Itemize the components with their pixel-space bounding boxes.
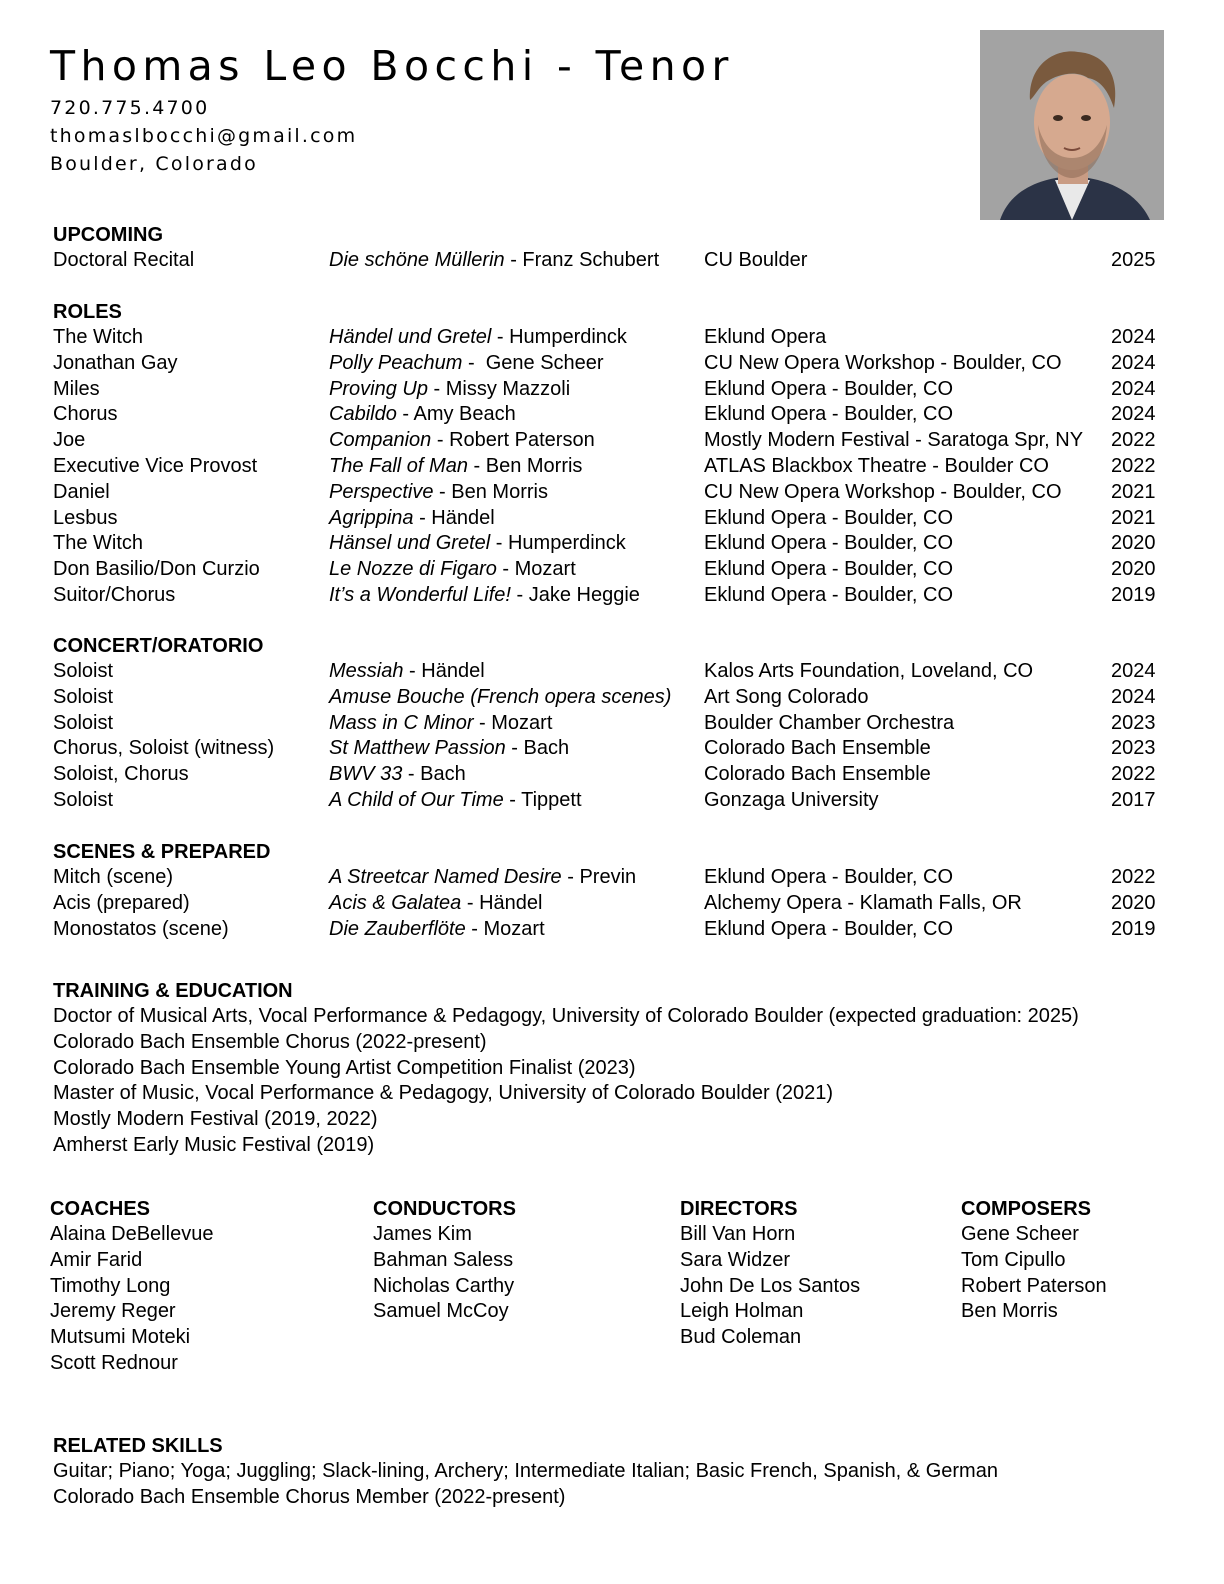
role-name: Mitch (scene)	[53, 866, 174, 888]
year: 2025	[1111, 249, 1156, 271]
work-title: It’s a Wonderful Life!	[329, 583, 511, 606]
venue: Eklund Opera	[704, 326, 827, 348]
composer-credit: - Missy Mazzoli	[427, 377, 571, 400]
composer-credit: - Previn	[561, 866, 637, 888]
year: 2023	[1111, 737, 1156, 760]
coach-name: Timothy Long	[50, 1274, 171, 1297]
year: 2020	[1111, 891, 1156, 914]
location: Boulder, Colorado	[50, 153, 258, 175]
work-title: A Streetcar Named Desire	[329, 866, 562, 888]
phone-number: 720.775.4700	[50, 97, 210, 119]
scenes-row	[53, 865, 1173, 891]
work-title: Proving Up	[329, 377, 428, 400]
concert-row	[53, 685, 1173, 711]
director-name: Bill Van Horn	[680, 1223, 796, 1245]
year: 2024	[1111, 377, 1156, 400]
role-name: Soloist, Chorus	[53, 763, 189, 786]
role-name: Daniel	[53, 480, 110, 503]
roles-row	[53, 351, 1173, 377]
section-heading-skills: RELATED SKILLS	[53, 1435, 223, 1457]
role-name: Joe	[53, 429, 86, 452]
work	[329, 711, 552, 737]
work-title: A Child of Our Time	[329, 788, 504, 811]
work-title: Acis & Galatea	[329, 891, 462, 914]
training-section	[53, 978, 1173, 1159]
headshot-illustration	[980, 30, 1164, 220]
work	[329, 531, 626, 557]
training-item: Amherst Early Music Festival (2019)	[53, 1133, 375, 1156]
year: 2024	[1111, 351, 1156, 374]
concert-row	[53, 736, 1173, 762]
section-heading-training: TRAINING & EDUCATION	[53, 980, 293, 1002]
skills-item: Guitar; Piano; Yoga; Juggling; Slack-lining, Archery; Intermediate Italian; Basic French, Spanish, & German	[53, 1460, 998, 1482]
skills-item: Colorado Bach Ensemble Chorus Member (2022-present)	[53, 1485, 566, 1508]
section-heading-conductors: CONDUCTORS	[373, 1198, 516, 1220]
roles-rows	[53, 325, 1173, 609]
venue: Eklund Opera - Boulder, CO	[704, 532, 954, 555]
work	[329, 402, 516, 428]
composers-column	[961, 1196, 1107, 1325]
venue: Eklund Opera - Boulder, CO	[704, 583, 954, 606]
roles-row	[53, 377, 1173, 403]
concert-section	[53, 633, 1173, 814]
skills-section	[53, 1433, 1173, 1511]
roles-row	[53, 531, 1173, 557]
composer-credit: - Mozart	[473, 711, 553, 734]
year: 2019	[1111, 917, 1156, 940]
year: 2023	[1111, 711, 1156, 734]
venue: CU New Opera Workshop - Boulder, CO	[704, 351, 1062, 374]
work-title: Amuse Bouche (French opera scenes)	[329, 685, 672, 708]
venue: Alchemy Opera - Klamath Falls, OR	[704, 891, 1022, 914]
performer-name: Thomas Leo Bocchi - Tenor	[50, 42, 734, 90]
composer-name: Ben Morris	[961, 1300, 1058, 1323]
work-title: Händel und Gretel	[329, 326, 492, 348]
composer-credit: - Mozart	[465, 917, 545, 940]
work	[329, 865, 636, 891]
composer-name: Gene Scheer	[961, 1223, 1079, 1245]
work-title: Agrippina	[329, 506, 414, 529]
coach-name: Jeremy Reger	[50, 1300, 176, 1323]
roles-row	[53, 325, 1173, 351]
composer-credit: - Bach	[505, 737, 570, 760]
conductors-column	[373, 1196, 516, 1325]
role-name: Monostatos (scene)	[53, 917, 229, 940]
scenes-row	[53, 917, 1173, 943]
composer-credit: - Mozart	[496, 558, 576, 581]
role-name: Don Basilio/Don Curzio	[53, 558, 260, 581]
coach-name: Scott Rednour	[50, 1351, 178, 1374]
work	[329, 377, 570, 403]
work	[329, 917, 545, 943]
composer-credit: - Humperdinck	[491, 326, 627, 348]
venue: Eklund Opera - Boulder, CO	[704, 403, 954, 426]
coaches-column	[50, 1196, 213, 1377]
director-name: John De Los Santos	[680, 1274, 861, 1297]
contact-block	[50, 94, 357, 178]
venue: Eklund Opera - Boulder, CO	[704, 377, 954, 400]
coach-name: Alaina DeBellevue	[50, 1223, 214, 1245]
work	[329, 480, 548, 506]
conductor-name: James Kim	[373, 1223, 472, 1245]
composer-credit: - Amy Beach	[396, 403, 516, 426]
year: 2021	[1111, 480, 1156, 503]
composer-name: Tom Cipullo	[961, 1248, 1066, 1271]
role-name: Executive Vice Provost	[53, 454, 258, 477]
work	[329, 736, 569, 762]
role-name: Miles	[53, 377, 100, 400]
venue: Gonzaga University	[704, 788, 879, 811]
role-name: Soloist	[53, 788, 114, 811]
work	[329, 325, 627, 351]
concert-row	[53, 711, 1173, 737]
composer-credit: - Ben Morris	[433, 480, 548, 503]
work-title: Companion	[329, 429, 432, 452]
section-heading-upcoming: UPCOMING	[53, 224, 163, 246]
coach-name: Amir Farid	[50, 1248, 143, 1271]
upcoming-row	[53, 248, 1173, 274]
year: 2024	[1111, 403, 1156, 426]
work-title: BWV 33	[329, 763, 403, 786]
role-name: Chorus, Soloist (witness)	[53, 737, 275, 760]
year: 2022	[1111, 454, 1156, 477]
work-title: The Fall of Man	[329, 454, 468, 477]
director-name: Leigh Holman	[680, 1300, 804, 1323]
section-heading-roles: ROLES	[53, 301, 122, 323]
composer-credit: - Robert Paterson	[431, 429, 595, 452]
directors-column	[680, 1196, 860, 1351]
composer-credit: - Franz Schubert	[504, 249, 660, 271]
composer-credit: - Humperdinck	[490, 532, 626, 555]
scenes-section	[53, 839, 1173, 942]
role-name: Suitor/Chorus	[53, 583, 176, 606]
work-title: Perspective	[329, 480, 434, 503]
composer-credit: - Händel	[461, 891, 543, 914]
concert-row	[53, 762, 1173, 788]
work	[329, 762, 466, 788]
role-name: The Witch	[53, 532, 144, 555]
year: 2020	[1111, 558, 1156, 581]
concert-row	[53, 659, 1173, 685]
work	[329, 351, 604, 377]
role-name: Lesbus	[53, 506, 118, 529]
venue: Eklund Opera - Boulder, CO	[704, 866, 954, 888]
headshot-photo	[980, 30, 1164, 220]
role-name: Acis (prepared)	[53, 891, 190, 914]
composer-credit: - Händel	[403, 660, 485, 682]
year: 2019	[1111, 583, 1156, 606]
coach-name: Mutsumi Moteki	[50, 1326, 191, 1349]
venue: ATLAS Blackbox Theatre - Boulder CO	[704, 454, 1049, 477]
concert-row	[53, 788, 1173, 814]
venue: Eklund Opera - Boulder, CO	[704, 558, 954, 581]
training-item: Colorado Bach Ensemble Young Artist Competition Finalist (2023)	[53, 1056, 636, 1079]
work-title: Cabildo	[329, 403, 397, 426]
year: 2022	[1111, 763, 1156, 786]
concert-rows	[53, 659, 1173, 814]
work	[329, 891, 542, 917]
upcoming-rows	[53, 248, 1173, 274]
venue: Eklund Opera - Boulder, CO	[704, 506, 954, 529]
role-name: The Witch	[53, 326, 144, 348]
roles-row	[53, 454, 1173, 480]
training-item: Doctor of Musical Arts, Vocal Performance & Pedagogy, University of Colorado Boulder (expected graduation: 2025)	[53, 1005, 1079, 1027]
director-name: Sara Widzer	[680, 1248, 791, 1271]
composer-credit: - Jake Heggie	[510, 583, 640, 606]
role-name: Soloist	[53, 685, 114, 708]
conductor-name: Bahman Saless	[373, 1248, 514, 1271]
work-title: St Matthew Passion	[329, 737, 506, 760]
roles-row	[53, 557, 1173, 583]
year: 2017	[1111, 788, 1156, 811]
work-title: Die Zauberflöte	[329, 917, 466, 940]
venue: Art Song Colorado	[704, 685, 869, 708]
venue: CU Boulder	[704, 249, 808, 271]
work	[329, 428, 595, 454]
scenes-rows	[53, 865, 1173, 942]
composer-credit: - Bach	[402, 763, 466, 786]
work	[329, 659, 485, 685]
work	[329, 685, 671, 711]
work-title: Polly Peachum	[329, 351, 463, 374]
section-heading-concert: CONCERT/ORATORIO	[53, 635, 264, 657]
work	[329, 506, 495, 532]
work	[329, 583, 640, 609]
work	[329, 248, 659, 274]
work-title: Die schöne Müllerin	[329, 249, 505, 271]
training-item: Master of Music, Vocal Performance & Pedagogy, University of Colorado Boulder (2021)	[53, 1082, 833, 1105]
conductor-name: Samuel McCoy	[373, 1300, 509, 1323]
training-list	[53, 1004, 1173, 1159]
scenes-row	[53, 891, 1173, 917]
training-item: Colorado Bach Ensemble Chorus (2022-present)	[53, 1030, 487, 1053]
upcoming-section	[53, 222, 1173, 274]
section-heading-scenes: SCENES & PREPARED	[53, 841, 271, 863]
conductor-name: Nicholas Carthy	[373, 1274, 515, 1297]
venue: CU New Opera Workshop - Boulder, CO	[704, 480, 1062, 503]
work-title: Hänsel und Gretel	[329, 532, 491, 555]
work	[329, 788, 582, 814]
training-item: Mostly Modern Festival (2019, 2022)	[53, 1108, 378, 1131]
work	[329, 454, 582, 480]
year: 2020	[1111, 532, 1156, 555]
composer-credit: - Ben Morris	[467, 454, 583, 477]
role-name: Chorus	[53, 403, 118, 426]
work-title: Mass in C Minor	[329, 711, 474, 734]
composer-credit: - Händel	[413, 506, 495, 529]
roles-section	[53, 299, 1173, 609]
year: 2021	[1111, 506, 1156, 529]
composer-credit: - Gene Scheer	[462, 351, 604, 374]
venue: Colorado Bach Ensemble	[704, 737, 931, 760]
roles-row	[53, 480, 1173, 506]
year: 2024	[1111, 326, 1156, 348]
section-heading-composers: COMPOSERS	[961, 1198, 1092, 1220]
section-heading-coaches: COACHES	[50, 1198, 151, 1220]
section-heading-directors: DIRECTORS	[680, 1198, 798, 1220]
venue: Kalos Arts Foundation, Loveland, CO	[704, 660, 1034, 682]
venue: Mostly Modern Festival - Saratoga Spr, NY	[704, 429, 1084, 452]
venue: Colorado Bach Ensemble	[704, 763, 931, 786]
year: 2022	[1111, 866, 1156, 888]
work-title: Le Nozze di Figaro	[329, 558, 497, 581]
role-name: Jonathan Gay	[53, 351, 178, 374]
work	[329, 557, 576, 583]
email-address: thomaslbocchi@gmail.com	[50, 125, 358, 147]
venue: Eklund Opera - Boulder, CO	[704, 917, 954, 940]
roles-row	[53, 402, 1173, 428]
venue: Boulder Chamber Orchestra	[704, 711, 955, 734]
roles-row	[53, 583, 1173, 609]
role-name: Doctoral Recital	[53, 249, 195, 271]
roles-row	[53, 506, 1173, 532]
composer-name: Robert Paterson	[961, 1274, 1107, 1297]
director-name: Bud Coleman	[680, 1326, 802, 1349]
composer-credit: - Tippett	[503, 788, 582, 811]
work-title: Messiah	[329, 660, 404, 682]
year: 2022	[1111, 429, 1156, 452]
role-name: Soloist	[53, 711, 114, 734]
year: 2024	[1111, 685, 1156, 708]
roles-row	[53, 428, 1173, 454]
year: 2024	[1111, 660, 1156, 682]
role-name: Soloist	[53, 660, 114, 682]
